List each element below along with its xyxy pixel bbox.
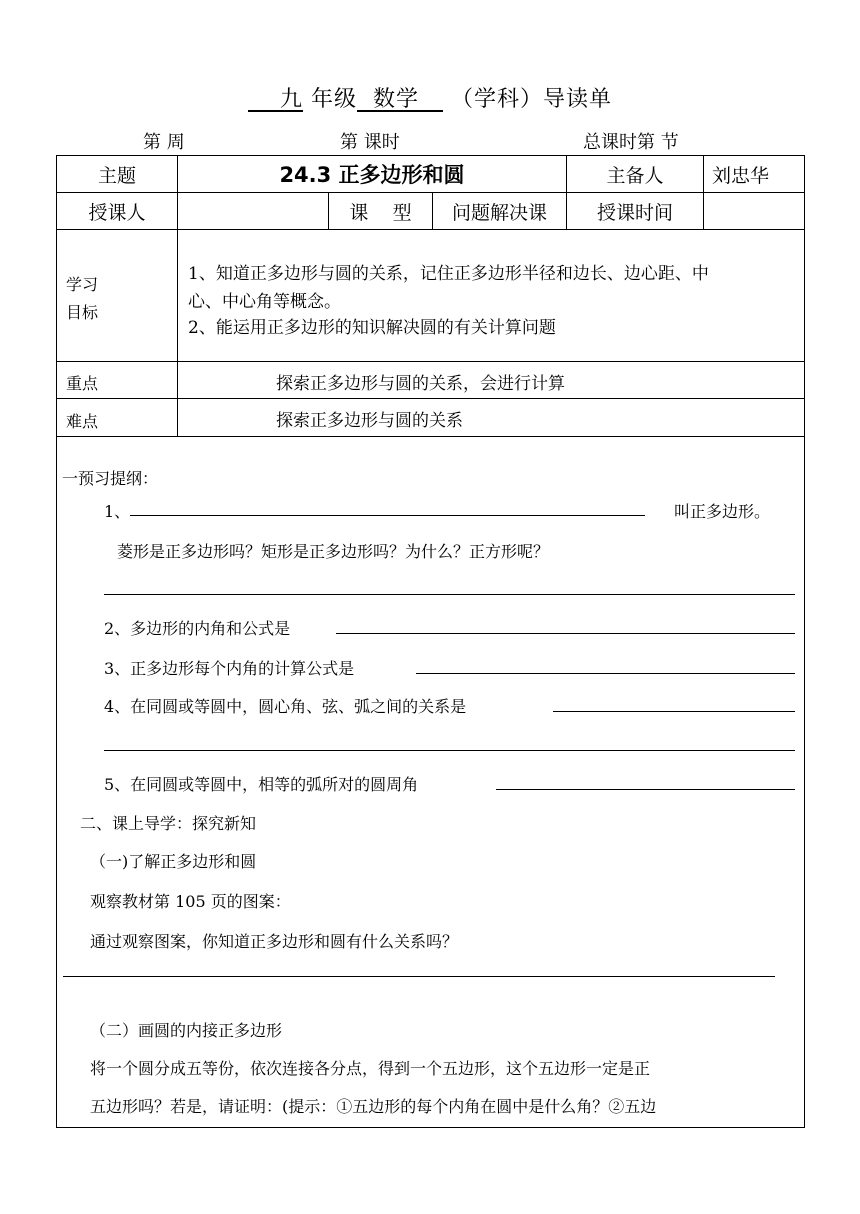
type-label: 课 型	[349, 201, 412, 224]
q2-text: 2、多边形的内角和公式是	[104, 619, 291, 638]
title-subject: 数学	[373, 87, 420, 112]
table-line-row4	[56, 398, 805, 399]
guide-heading: 二、课上导学：探究新知	[80, 814, 257, 833]
key-label: 重点	[66, 374, 99, 393]
objectives-label-2: 目标	[66, 303, 99, 322]
teacher-value	[178, 193, 328, 229]
border-right	[804, 155, 805, 1128]
key-value: 探索正多边形与圆的关系，会进行计算	[276, 374, 565, 394]
teacher-label: 授课人	[88, 201, 146, 224]
lesson-label: 第 课时	[340, 132, 400, 153]
q1-sub-answer-line[interactable]	[104, 594, 795, 595]
part1-line2: 通过观察图案，你知道正多边形和圆有什么关系吗？	[90, 932, 459, 951]
q3-text: 3、正多边形每个内角的计算公式是	[104, 659, 355, 678]
objectives-line-1: 1、知道正多边形与圆的关系，记住正多边形半径和边长、边心距、中	[188, 264, 709, 284]
q5-text: 5、在同圆或等圆中，相等的弧所对的圆周角	[104, 775, 419, 794]
q4-answer-line[interactable]	[553, 711, 795, 712]
border-bottom	[56, 1127, 805, 1128]
topic-label: 主题	[97, 164, 136, 187]
part2-line1: 将一个圆分成五等份，依次连接各分点，得到一个五边形，这个五边形一定是正	[90, 1059, 651, 1078]
difficulty-value: 探索正多边形与圆的关系	[276, 411, 463, 431]
objectives-line-3: 2、能运用正多边形的知识解决圆的有关计算问题	[188, 318, 556, 338]
table-line-row2	[56, 229, 805, 230]
preview-heading: 一预习提纲：	[62, 469, 159, 488]
time-label: 授课时间	[596, 201, 673, 224]
title-grade-suffix: 年级	[303, 87, 357, 112]
q1-suffix: 叫正多边形。	[674, 502, 771, 521]
total-lesson-label: 总课时第 节	[583, 132, 679, 153]
part2-title: （二）画圆的内接正多边形	[90, 1021, 283, 1040]
difficulty-label: 难点	[66, 412, 99, 431]
q3-answer-line[interactable]	[416, 673, 795, 674]
table-line-row5	[56, 436, 805, 437]
table-line-row3	[56, 361, 805, 362]
preparer-label: 主备人	[606, 164, 664, 187]
part1-answer-line[interactable]	[63, 976, 775, 977]
part2-line2: 五边形吗？若是，请证明：(提示：①五边形的每个内角在圆中是什么角？②五边	[90, 1097, 657, 1116]
q1-sub: 菱形是正多边形吗？矩形是正多边形吗？为什么？正方形呢？	[117, 542, 550, 561]
objectives-label-1: 学习	[66, 275, 99, 294]
week-label: 第 周	[143, 132, 185, 153]
title-rest: （学科）导读单	[443, 87, 612, 112]
page-title	[0, 82, 860, 113]
preparer-value: 刘忠华	[712, 164, 770, 187]
q4-answer-line-2[interactable]	[104, 750, 795, 751]
objectives-line-2: 心、中心角等概念。	[188, 292, 341, 312]
topic-value: 24.3 正多边形和圆	[279, 163, 465, 187]
part1-line1: 观察教材第 105 页的图案：	[90, 892, 291, 911]
q4-text: 4、在同圆或等圆中，圆心角、弦、弧之间的关系是	[104, 697, 467, 716]
title-grade: 九	[279, 87, 303, 112]
part1-title: （一)了解正多边形和圆	[90, 852, 257, 871]
q5-answer-line[interactable]	[496, 789, 795, 790]
time-value	[704, 193, 804, 229]
type-value: 问题解决课	[451, 201, 547, 224]
q2-answer-line[interactable]	[336, 633, 795, 634]
q1-prefix: 1、	[104, 502, 131, 521]
border-left	[56, 155, 57, 1128]
q1-answer-line[interactable]	[130, 515, 645, 516]
